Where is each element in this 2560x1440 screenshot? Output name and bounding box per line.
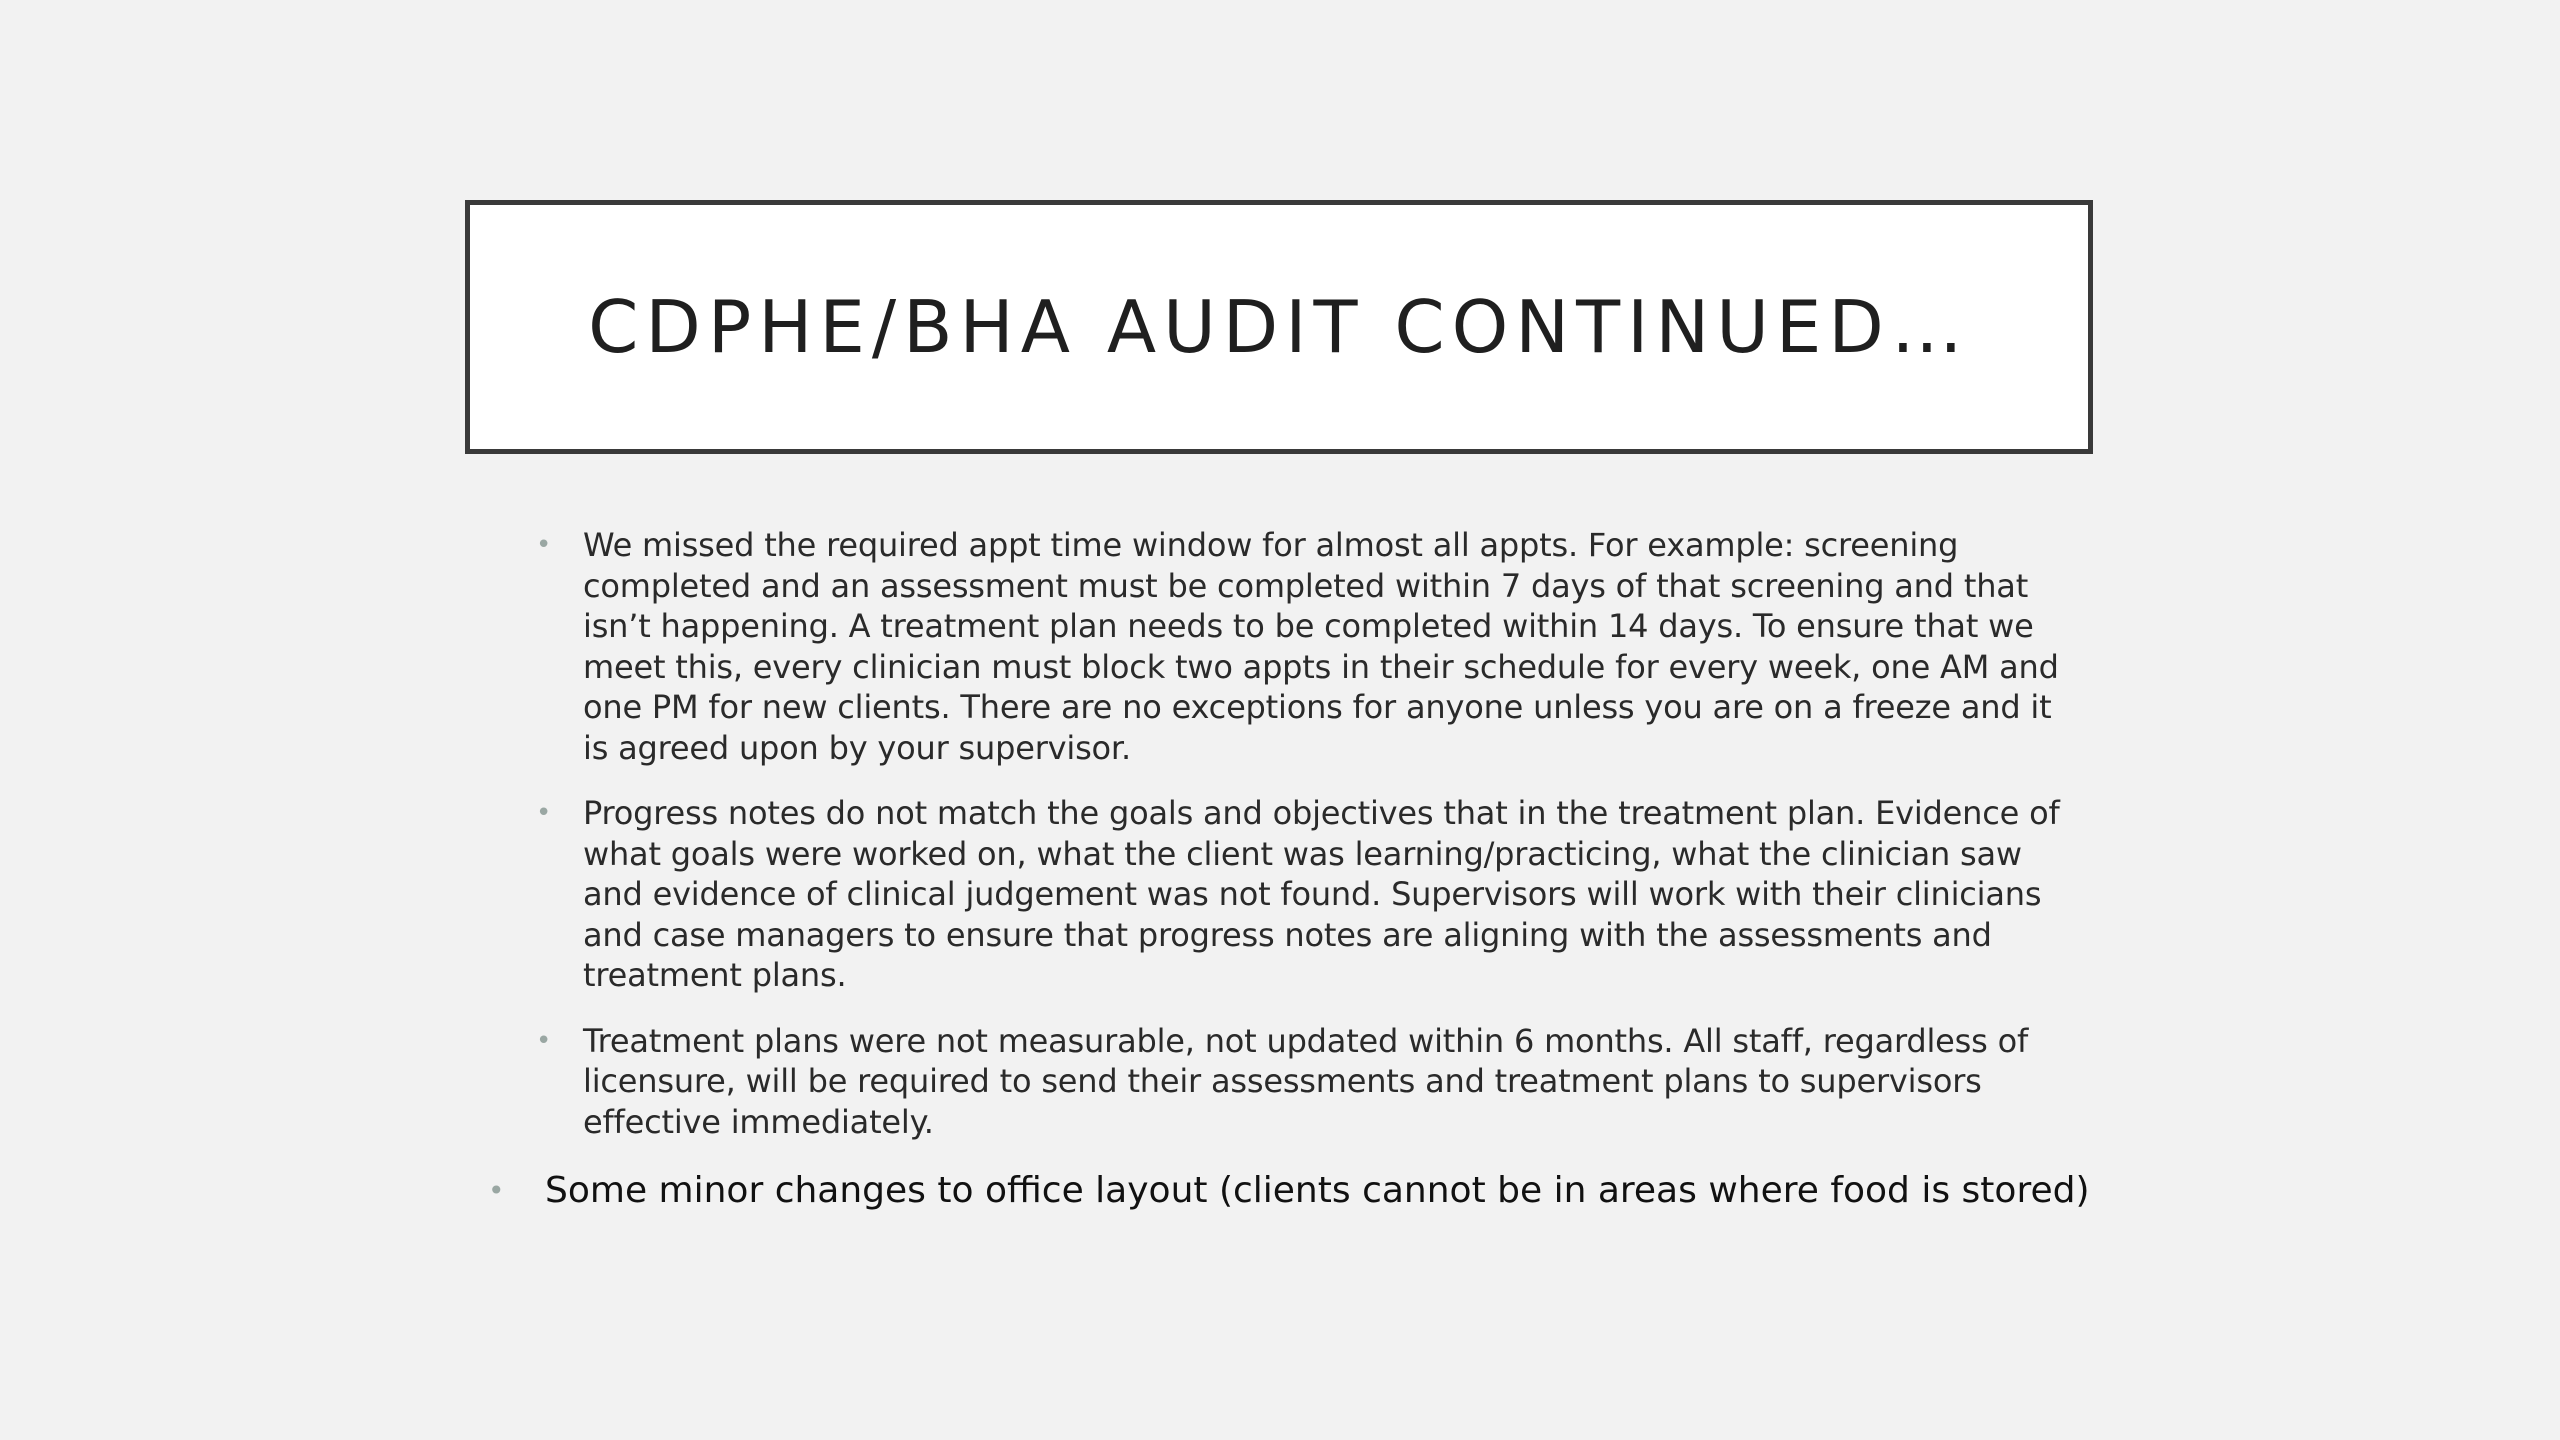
slide-title: CDPHE/BHA AUDIT CONTINUED… [588,285,1970,369]
list-item [480,1021,2080,1143]
bullet-icon: • [536,1025,552,1056]
bullet-text-progress-notes: Progress notes do not match the goals and objectives that in the treatment plan. Evidence of what goals were worked on, what the client was learning/practicing, what the clinician saw and evidence of clinical judgement was not found. Supervisors will work with their clinicians and case managers to ensure that progress notes are aligning with the assessments and treatment plans. [583,794,2060,994]
bullet-icon: • [536,530,552,560]
title-box [465,200,2093,454]
list-item [480,793,2080,996]
bullet-icon: • [488,1174,505,1207]
main-bullet-item [480,1167,2090,1215]
bullet-icon: • [536,798,552,828]
bullet-text-appointments: We missed the required appt time window for almost all appts. For example: screening completed and an assessment must be completed within 7 days of that screening and that isn’t happening. A treatment plan needs to be completed within 14 days. To ensure that we meet this, every clinician must block two appts in their schedule for every week, one AM and one PM for new clients. There are no exceptions for anyone unless you are on a freeze and it is agreed upon by your supervisor. [583,526,2059,767]
bullet-text-office-layout: Some minor changes to office layout (clients cannot be in areas where food is stored) [545,1170,2090,1211]
bullet-text-treatment-plans: Treatment plans were not measurable, not updated within 6 months. All staff, regardless of licensure, will be required to send their assessments and treatment plans to supervisors effective immediately. [583,1021,2029,1141]
list-item [480,525,2080,768]
sub-bullet-list [480,525,2080,1142]
slide-content [480,525,2090,1215]
